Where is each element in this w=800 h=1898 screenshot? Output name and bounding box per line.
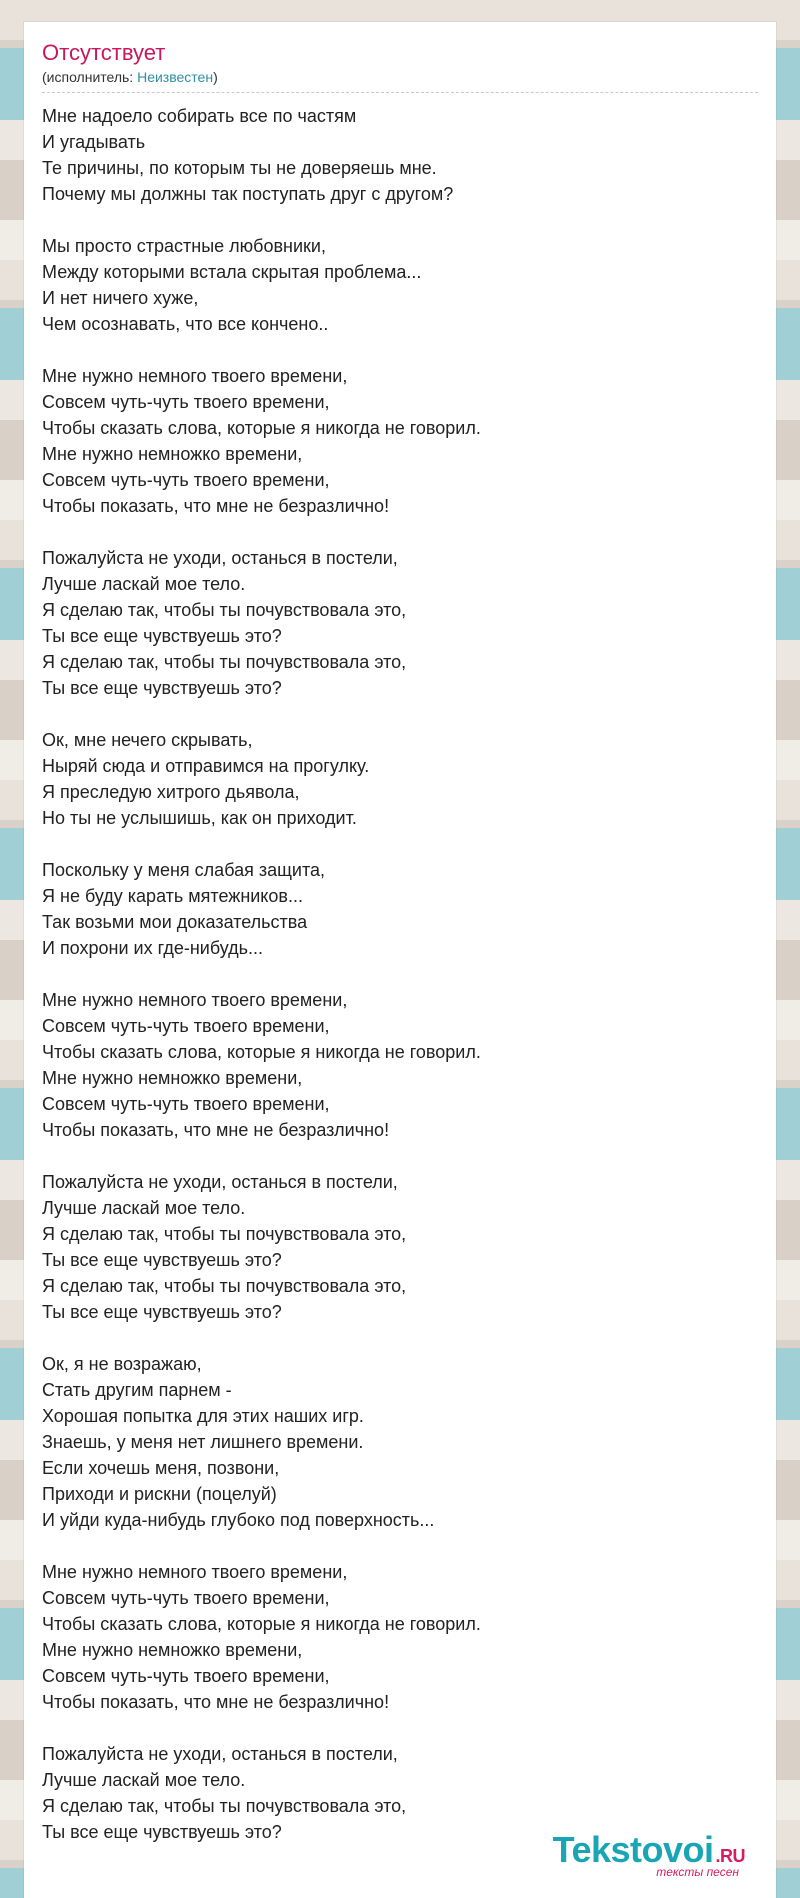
site-logo-tld: .RU — [715, 1846, 745, 1866]
title-divider — [42, 92, 758, 93]
byline-suffix: ) — [213, 69, 218, 86]
site-logo-name: Tekstovoi — [552, 1829, 714, 1870]
lyrics-content — [42, 40, 758, 1845]
site-logo-wordmark[interactable] — [552, 1829, 745, 1870]
lyrics-text: Мне надоело собирать все по частям И угадывать Те причины, по которым ты не доверяешь мне. Почему мы должны так поступать друг с другом? Мы просто страстные любовники, Между которыми встала скрытая проблема... И нет ничего хуже, Чем осознавать, что все кончено.. Мне нужно немного твоего времени, Совсем чуть-чуть твоего времени, Чтобы сказать слова, которые я никогда не говорил. Мне нужно немножко времени, Совсем чуть-чуть твоего времени, Чтобы показать, что мне не безразлично! Пожалуйста не уходи, останься в постели, Лучше ласкай мое тело. Я сделаю так, чтобы ты почувствовала это, Ты все еще чувствуешь это? Я сделаю так, чтобы ты почувствовала это, Ты все еще чувствуешь это? Ок, мне нечего скрывать, Ныряй сюда и отправимся на прогулку. Я преследую хитрого дьявола, Но ты не услышишь, как он приходит. Поскольку у меня слабая защита, Я не буду карать мятежников... Так возьми мои доказательства И похрони их где-нибудь... Мне нужно немного твоего времени, Совсем чуть-чуть твоего времени, Чтобы сказать слова, которые я никогда не говорил. Мне нужно немножко времени, Совсем чуть-чуть твоего времени, Чтобы показать, что мне не безразлично! Пожалуйста не уходи, останься в постели, Лучше ласкай мое тело. Я сделаю так, чтобы ты почувствовала это, Ты все еще чувствуешь это? Я сделаю так, чтобы ты почувствовала это, Ты все еще чувствуешь это? Ок, я не возражаю, Стать другим парнем - Хорошая попытка для этих наших игр. Знаешь, у меня нет лишнего времени. Если хочешь меня, позвони, Приходи и рискни (поцелуй) И уйди куда-нибудь глубоко под поверхность... Мне нужно немного твоего времени, Совсем чуть-чуть твоего времени, Чтобы сказать слова, которые я никогда не говорил. Мне нужно немножко времени, Совсем чуть-чуть твоего времени, Чтобы показать, что мне не безразлично! Пожалуйста не уходи, останься в постели, Лучше ласкай мое тело. Я сделаю так, чтобы ты почувствовала это, Ты все еще чувствуешь это? — [42, 106, 481, 1843]
lyrics-card — [24, 22, 776, 1898]
byline-prefix: (исполнитель: — [42, 69, 138, 86]
artist-byline — [42, 69, 758, 86]
site-logo[interactable] — [552, 1829, 745, 1879]
artist-link[interactable]: Неизвестен — [137, 69, 214, 86]
site-logo-subtitle: тексты песен — [656, 1865, 739, 1879]
song-title: Отсутствует — [42, 40, 166, 65]
